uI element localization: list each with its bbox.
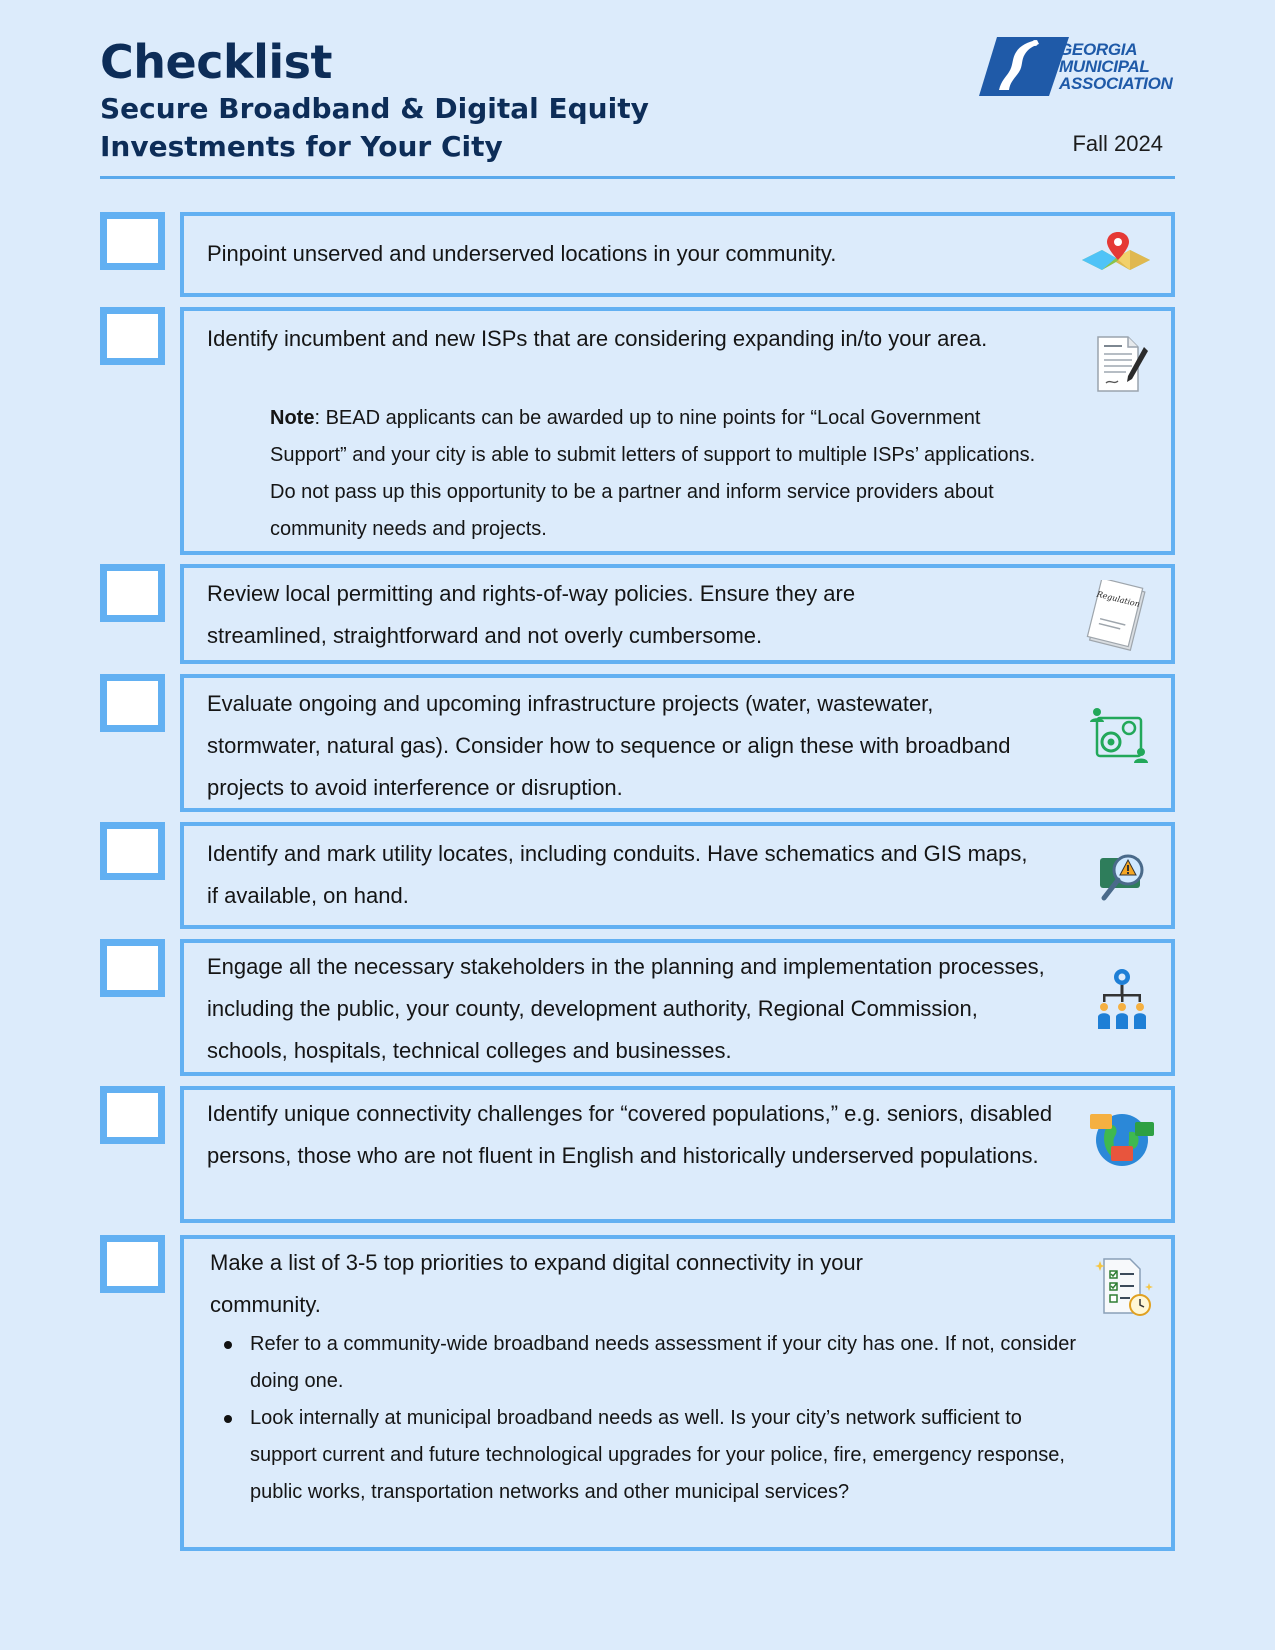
item-card bbox=[180, 674, 1175, 812]
list-item: Look internally at municipal broadband needs as well. Is your city’s network sufficient to support current and future technological upgrades for your police, fire, emergency response, public works, transportation networks and other municipal services? bbox=[224, 1400, 1084, 1511]
checklist-item bbox=[100, 939, 1175, 1076]
item-text: Review local permitting and rights-of-way policies. Ensure they are streamlined, straightforward and not overly cumbersome. bbox=[207, 581, 856, 648]
checklist-item bbox=[100, 674, 1175, 812]
magnifier-warning-icon bbox=[1094, 848, 1152, 906]
gma-emblem-icon bbox=[979, 34, 1071, 102]
checklist-item bbox=[100, 564, 1175, 664]
regulation-document-icon bbox=[1084, 580, 1150, 654]
contract-icon bbox=[1094, 333, 1150, 395]
page-header bbox=[100, 34, 1175, 179]
svg-text:Regulation: Regulation bbox=[1095, 589, 1141, 609]
note-text: : BEAD applicants can be awarded up to nine points for “Local Government Support” and your city is able to submit letters of support to multiple ISPs’ applications. Do not pass up this opportunity to be a partner and inform service providers about community needs and projects. bbox=[270, 407, 1036, 540]
gma-logo bbox=[979, 34, 1171, 102]
item-text: Pinpoint unserved and underserved locations in your community. bbox=[207, 241, 837, 266]
map-pin-icon bbox=[1080, 230, 1152, 278]
checklist-item bbox=[100, 1086, 1175, 1223]
checklist-item bbox=[100, 1235, 1175, 1551]
item-text: Identify unique connectivity challenges for “covered populations,” e.g. seniors, disabled persons, those who are not fluent in English and historically underserved populations. bbox=[207, 1101, 1053, 1168]
checklist-item bbox=[100, 212, 1175, 297]
item-text: Make a list of 3-5 top priorities to expand digital connectivity in your community. bbox=[210, 1250, 863, 1317]
bullet-list bbox=[224, 1326, 1084, 1511]
item-text: Engage all the necessary stakeholders in the planning and implementation processes, including the public, your county, development authority, Regional Commission, schools, hospitals, technical colleges and businesses. bbox=[207, 954, 1045, 1063]
page-title: Checklist bbox=[100, 35, 332, 89]
logo-wordmark: GEORGIA MUNICIPAL ASSOCIATION bbox=[1059, 40, 1173, 93]
item-card bbox=[180, 1235, 1175, 1551]
season-label: Fall 2024 bbox=[1072, 131, 1163, 156]
item-text: Evaluate ongoing and upcoming infrastructure projects (water, wastewater, stormwater, natural gas). Consider how to sequence or align these with broadband projects to avoid interference or disruption. bbox=[207, 691, 1011, 800]
item-card bbox=[180, 564, 1175, 664]
item-text: Identify incumbent and new ISPs that are considering expanding in/to your area. bbox=[207, 326, 988, 351]
stakeholders-hierarchy-icon bbox=[1094, 965, 1150, 1031]
checkbox[interactable] bbox=[100, 674, 165, 732]
item-card bbox=[180, 1086, 1175, 1223]
item-card bbox=[180, 307, 1175, 555]
page-subtitle: Secure Broadband & Digital Equity Investments for Your City bbox=[100, 92, 649, 163]
checklist-item bbox=[100, 822, 1175, 929]
checkbox[interactable] bbox=[100, 307, 165, 365]
item-card bbox=[180, 939, 1175, 1076]
checkbox[interactable] bbox=[100, 1235, 165, 1293]
item-text: Identify and mark utility locates, including conduits. Have schematics and GIS maps, if available, on hand. bbox=[207, 841, 1028, 908]
item-card bbox=[180, 212, 1175, 297]
checkbox[interactable] bbox=[100, 564, 165, 622]
team-gears-icon bbox=[1089, 706, 1149, 768]
checklist-item bbox=[100, 307, 1175, 555]
checkbox[interactable] bbox=[100, 822, 165, 880]
checkbox[interactable] bbox=[100, 1086, 165, 1144]
checkbox[interactable] bbox=[100, 212, 165, 270]
checkbox[interactable] bbox=[100, 939, 165, 997]
list-item: Refer to a community-wide broadband needs assessment if your city has one. If not, consider doing one. bbox=[224, 1326, 1084, 1400]
note-label: Note bbox=[270, 407, 315, 429]
header-divider bbox=[100, 176, 1175, 179]
item-card bbox=[180, 822, 1175, 929]
item-note bbox=[270, 400, 1060, 548]
globe-chat-icon bbox=[1089, 1108, 1155, 1168]
priority-checklist-icon bbox=[1094, 1255, 1156, 1319]
